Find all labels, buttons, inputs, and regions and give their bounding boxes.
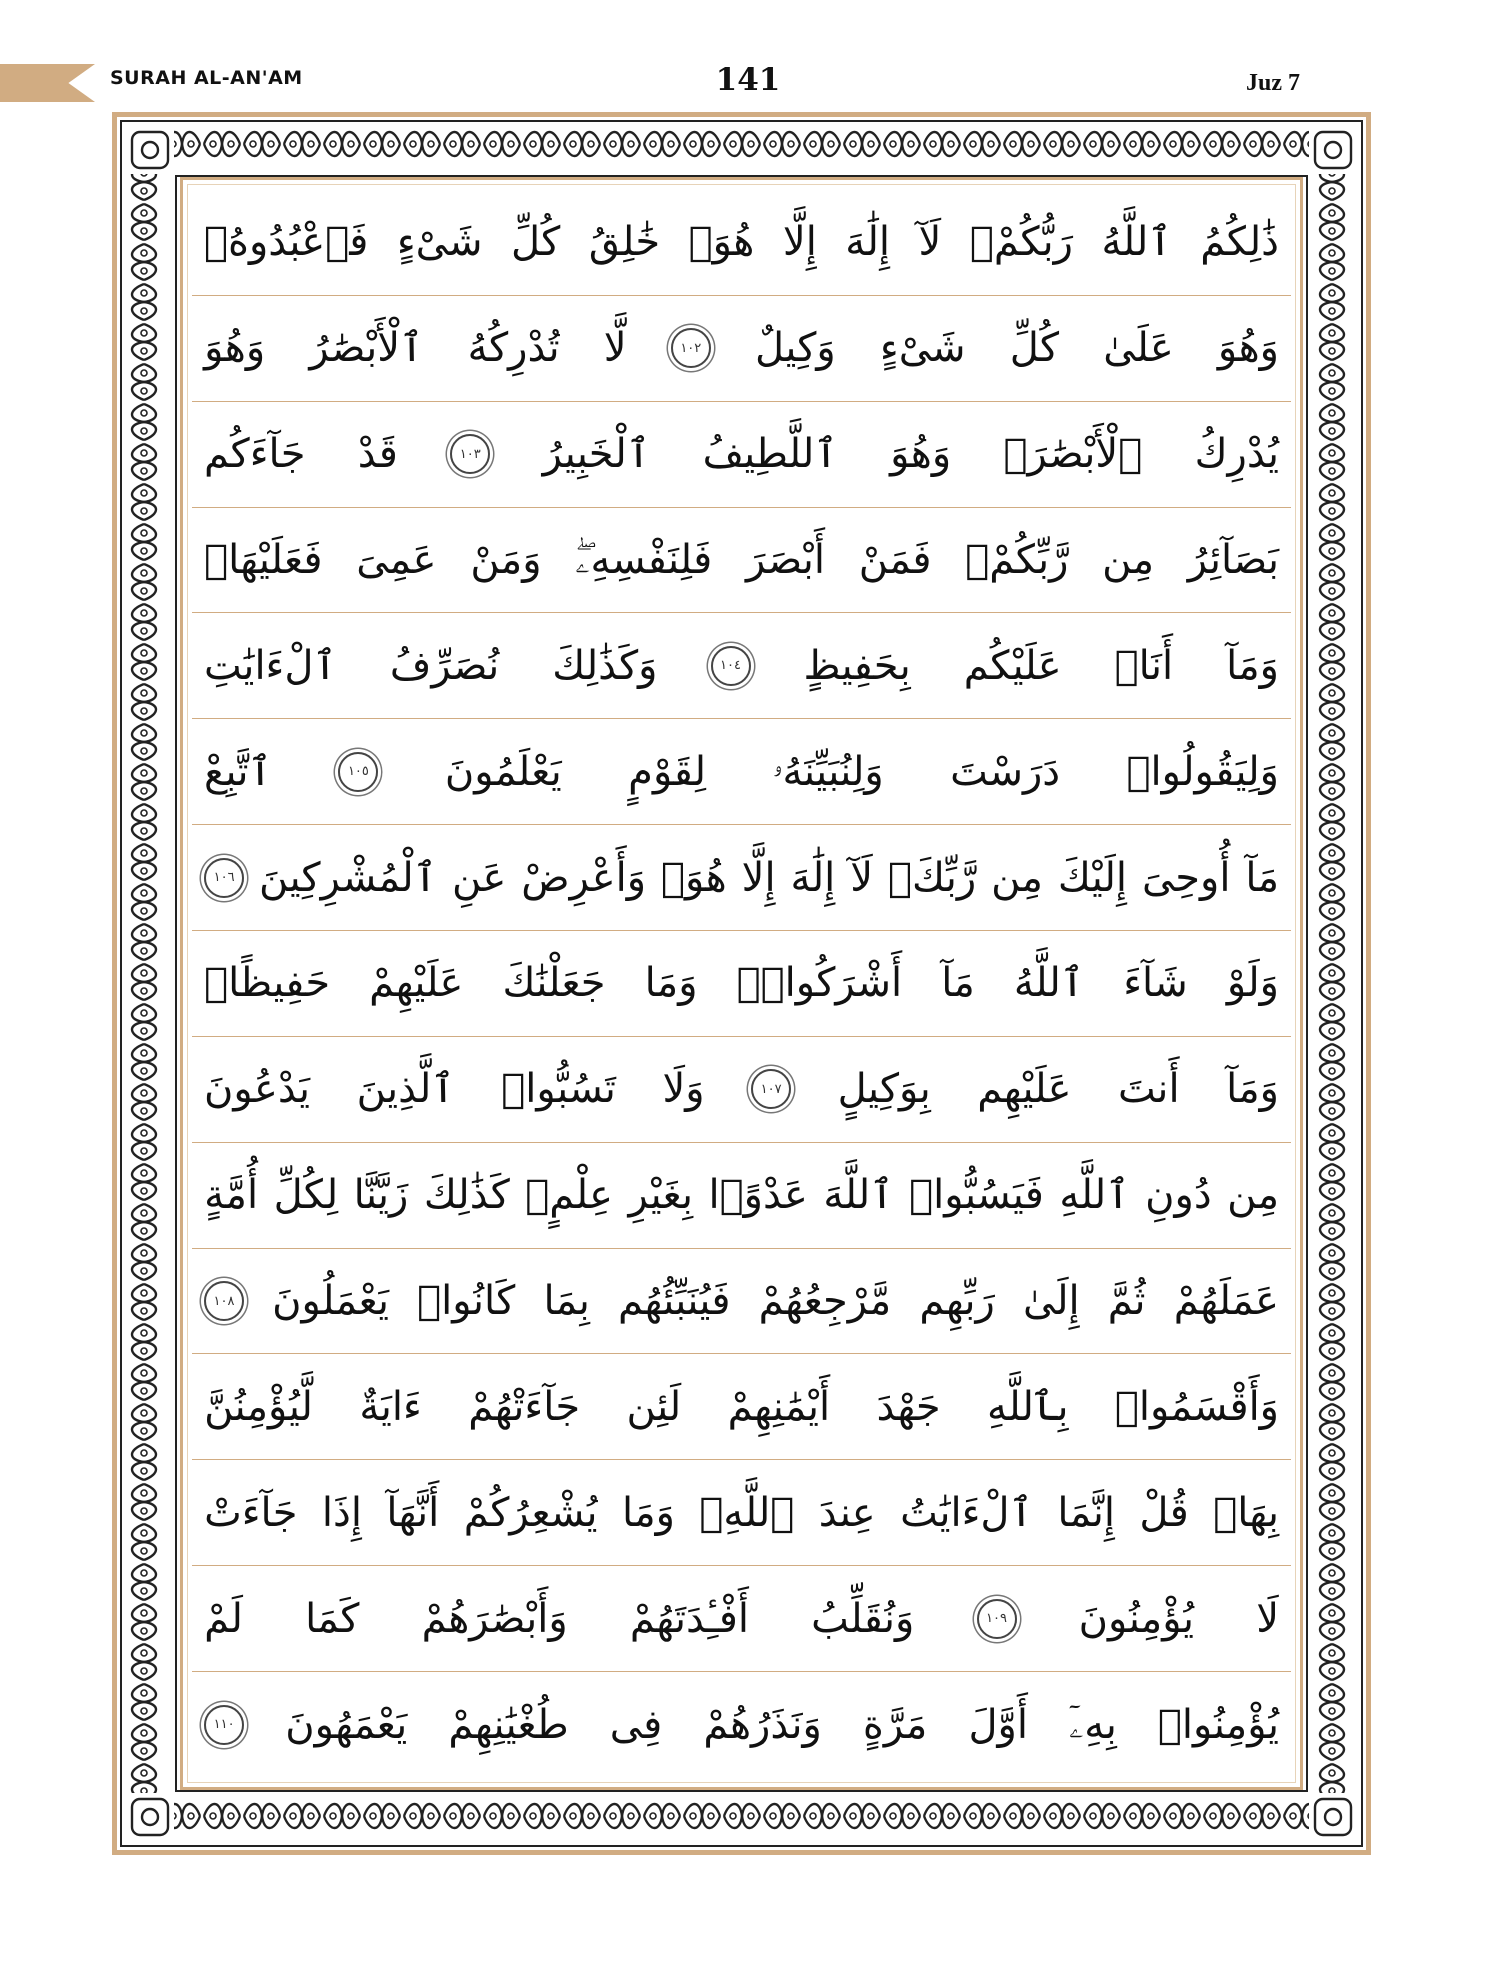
verse-word: رَبِّهِم (919, 1278, 995, 1325)
verse-word: تُدْرِكُهُ (467, 325, 560, 372)
verse-word: فَمَنْ (858, 537, 932, 583)
verse-word: هُوَۖ (660, 854, 727, 901)
verse-word: إِلَّا (782, 219, 817, 266)
verse-word: رَّبِّكُمْۖ (965, 537, 1069, 583)
ornament-left-band (128, 174, 172, 1793)
verse-word: ٱللَّطِيفُ (702, 431, 838, 478)
ayah-number-marker: ١١٠ (204, 1705, 244, 1745)
verse-word: وَلَا (662, 1066, 705, 1113)
verse-word: كَمَا (305, 1595, 360, 1642)
verse-word: عَلَيْكُم (963, 642, 1062, 689)
verse-word: وَمَآ (1226, 642, 1279, 689)
verse-lines (192, 190, 1291, 1778)
verse-word: يَدْعُونَ (204, 1066, 311, 1113)
verse-line (192, 719, 1291, 825)
ayah-number-marker: ١٠٦ (204, 858, 244, 898)
verse-word: ثُمَّ (1107, 1278, 1146, 1325)
verse-word: ٱتَّبِعْ (204, 748, 272, 795)
verse-word: ٱللَّهِۖ (699, 1489, 795, 1536)
verse-word: جَآءَتْ (204, 1489, 298, 1536)
verse-word: مَّرْجِعُهُمْ (758, 1278, 892, 1325)
verse-word: بِغَيْرِ (628, 1172, 694, 1219)
verse-word: ذَٰلِكُمُ (1200, 219, 1279, 266)
verse-word: طُغْيَٰنِهِمْ (448, 1701, 569, 1748)
verse-word: جَعَلْنَٰكَ (502, 960, 606, 1007)
verse-word: شَىْءٍ (879, 325, 966, 372)
verse-word: أَنَّهَآ (386, 1489, 440, 1536)
verse-word: لَّيُؤْمِنُنَّ (204, 1383, 313, 1430)
verse-word: ءَايَةٌ (359, 1383, 422, 1430)
verse-line (192, 1249, 1291, 1355)
page-number: 141 (715, 62, 781, 98)
verse-word: ٱلْأَبْصَٰرَۖ (1003, 431, 1143, 478)
verse-word: ٱلْمُشْرِكِينَ (259, 854, 438, 901)
ayah-number-marker: ١٠٢ (671, 328, 711, 368)
verse-word: فَيُنَبِّئُهُم (618, 1278, 731, 1325)
verse-word: جَآءَكُم (204, 431, 306, 478)
verse-word: يُؤْمِنُونَ (1078, 1595, 1195, 1642)
verse-word: عِندَ (818, 1489, 876, 1536)
verse-word: وَلِيَقُولُوا۟ (1126, 748, 1279, 795)
verse-word: أُمَّةٍ (204, 1172, 259, 1219)
verse-word: إِلَٰهَ (790, 854, 836, 901)
verse-word: أَنتَ (1118, 1066, 1180, 1113)
verse-word: عَلَيْهِم (977, 1066, 1072, 1113)
verse-word: إِلَيْكَ (1057, 854, 1127, 901)
verse-word: لَّا (603, 325, 627, 372)
verse-word: أَفْـِٔدَتَهُمْ (629, 1595, 749, 1642)
verse-line (192, 296, 1291, 402)
verse-word: كَذَٰلِكَ (423, 1172, 510, 1219)
verse-word: زَيَّنَّا (353, 1172, 409, 1219)
verse-word: لِقَوْمٍ (628, 748, 707, 795)
verse-line (192, 1460, 1291, 1566)
verse-word: أُوحِىَ (1141, 854, 1231, 901)
verse-word: حَفِيظًاۖ (204, 960, 331, 1007)
verse-word: نُصَرِّفُ (389, 642, 500, 689)
ayah-number-marker: ١٠٤ (711, 646, 751, 686)
verse-word: بِحَفِيظٍ (803, 642, 911, 689)
verse-word: مِن (1227, 1172, 1279, 1219)
verse-word: عَمِىَ (356, 537, 437, 583)
verse-word: وَمَا (644, 960, 698, 1007)
verse-line (192, 1672, 1291, 1778)
verse-word: بِهِۦٓ (1069, 1701, 1117, 1748)
ayah-number-marker: ١٠٣ (450, 434, 490, 474)
verse-word: مَآ (941, 960, 975, 1007)
verse-word: بِهَاۚ (1213, 1489, 1279, 1536)
verse-word: ٱلْخَبِيرُ (542, 431, 651, 478)
ayah-number-marker: ١٠٨ (204, 1281, 244, 1321)
verse-word: عَلَىٰ (1103, 325, 1174, 372)
verse-word: كُلِّ (1009, 325, 1060, 372)
verse-word: كُلِّ (510, 219, 561, 266)
verse-word: وَهُوَ (1217, 325, 1279, 372)
ornament-right-band (1311, 174, 1355, 1793)
verse-line (192, 402, 1291, 508)
ayah-number-marker: ١٠٧ (751, 1069, 791, 1109)
verse-word: هُوَۖ (688, 219, 755, 266)
verse-word: يُؤْمِنُوا۟ (1157, 1701, 1279, 1748)
verse-word: مِن (1102, 537, 1155, 583)
verse-word: دُونِ (1145, 1172, 1212, 1219)
verse-word: رَبُّكُمْۖ (969, 219, 1073, 266)
verse-word: يَعْمَهُونَ (285, 1701, 408, 1748)
verse-word: فَلِنَفْسِهِۦۖ (575, 537, 713, 583)
verse-line (192, 190, 1291, 296)
verse-word: فِى (609, 1701, 663, 1748)
verse-word: فَيَسُبُّوا۟ (909, 1172, 1044, 1219)
verse-line (192, 1566, 1291, 1672)
verse-word: قَدْ (357, 431, 398, 478)
verse-word: إِذَا (321, 1489, 362, 1536)
verse-line (192, 825, 1291, 931)
verse-word: يُدْرِكُ (1194, 431, 1279, 478)
verse-word: قُلْ (1139, 1489, 1189, 1536)
verse-word: لَآ (850, 854, 874, 901)
verse-word: بِمَا (543, 1278, 590, 1325)
verse-word: ٱلَّذِينَ (356, 1066, 455, 1113)
verse-word: وَلَوْ (1226, 960, 1279, 1007)
verse-word: عَلَيْهِمْ (369, 960, 464, 1007)
verse-word: وَلِنُبَيِّنَهُۥ (772, 748, 884, 795)
verse-word: ٱللَّهَ (823, 1172, 894, 1219)
verse-word: يُشْعِرُكُمْ (463, 1489, 598, 1536)
verse-word: مِن (991, 854, 1043, 901)
verse-word: بَصَآئِرُ (1187, 537, 1279, 583)
ayah-number-marker: ١٠٥ (338, 752, 378, 792)
verse-word: عَدْوًۢا (708, 1172, 808, 1219)
verse-word: وَنَذَرُهُمْ (703, 1701, 822, 1748)
verse-word: خَٰلِقُ (588, 219, 661, 266)
verse-word: جَآءَتْهُمْ (468, 1383, 581, 1430)
verse-line (192, 1354, 1291, 1460)
verse-line (192, 931, 1291, 1037)
verse-word: شَىْءٍ (396, 219, 483, 266)
juz-label: Juz 7 (1246, 70, 1300, 96)
verse-word: عَنِ (452, 854, 507, 901)
verse-word: عِلْمٍۗ (525, 1172, 613, 1219)
verse-word: إِلَٰهَ (845, 219, 891, 266)
verse-word: إِلَّا (741, 854, 776, 901)
verse-word: وَأَقْسَمُوا۟ (1114, 1383, 1279, 1430)
verse-word: بِٱللَّهِ (987, 1383, 1069, 1430)
verse-word: شَآءَ (1123, 960, 1188, 1007)
verse-word: لِكُلِّ (273, 1172, 339, 1219)
verse-word: وَمَا (622, 1489, 675, 1536)
verse-word: إِلَىٰ (1023, 1278, 1080, 1325)
verse-word: ٱللَّهُ (1013, 960, 1085, 1007)
verse-word: لَآ (918, 219, 942, 266)
verse-word: وَأَبْصَٰرَهُمْ (421, 1595, 568, 1642)
ayah-number-marker: ١٠٩ (977, 1599, 1017, 1639)
verse-word: فَعَلَيْهَاۚ (204, 537, 323, 583)
verse-word: أَشْرَكُوا۟ۗ (736, 960, 903, 1007)
verse-word: عَمَلَهُمْ (1173, 1278, 1279, 1325)
verse-word: أَنَا۠ (1114, 642, 1174, 689)
verse-word: ٱللَّهِ (1059, 1172, 1130, 1219)
verse-line (192, 1037, 1291, 1143)
verse-word: دَرَسْتَ (950, 748, 1061, 795)
verse-word: وَهُوَ (890, 431, 952, 478)
verse-word: ٱللَّهُ (1101, 219, 1172, 266)
verse-word: ٱلْأَبْصَٰرُ (309, 325, 424, 372)
verse-word: ٱلْءَايَٰتِ (204, 642, 337, 689)
verse-word: يَعْلَمُونَ (444, 748, 562, 795)
verse-word: إِنَّمَا (1057, 1489, 1115, 1536)
verse-word: أَبْصَرَ (746, 537, 826, 583)
verse-word: وَمَنْ (470, 537, 542, 583)
verse-word: وَأَعْرِضْ (521, 854, 647, 901)
verse-word: مَآ (1245, 854, 1279, 901)
verse-line (192, 508, 1291, 614)
surah-name: SURAH AL-AN'AM (110, 67, 303, 89)
verse-word: وَنُقَلِّبُ (811, 1595, 915, 1642)
verse-word: جَهْدَ (876, 1383, 941, 1430)
verse-word: وَهُوَ (204, 325, 266, 372)
verse-word: لَا (1256, 1595, 1279, 1642)
verse-word: وَكَذَٰلِكَ (552, 642, 658, 689)
verse-word: وَكِيلٌ (754, 325, 836, 372)
verse-word: رَّبِّكَۖ (887, 854, 977, 901)
verse-word: فَٱعْبُدُوهُۚ (204, 219, 369, 266)
ornament-top-band (174, 128, 1309, 172)
verse-word: أَيْمَٰنِهِمْ (727, 1383, 831, 1430)
verse-word: أَوَّلَ (968, 1701, 1028, 1748)
verse-word: ٱلْءَايَٰتُ (900, 1489, 1033, 1536)
ornament-bottom-band (174, 1795, 1309, 1839)
verse-word: يَعْمَلُونَ (272, 1278, 389, 1325)
verse-word: لَئِن (626, 1383, 682, 1430)
verse-word: لَمْ (204, 1595, 243, 1642)
verse-word: تَسُبُّوا۟ (501, 1066, 616, 1113)
verse-word: وَمَآ (1226, 1066, 1279, 1113)
verse-line (192, 613, 1291, 719)
verse-line (192, 1143, 1291, 1249)
verse-word: مَرَّةٍ (862, 1701, 928, 1748)
verse-word: بِوَكِيلٍ (837, 1066, 931, 1113)
verse-word: كَانُوا۟ (417, 1278, 516, 1325)
